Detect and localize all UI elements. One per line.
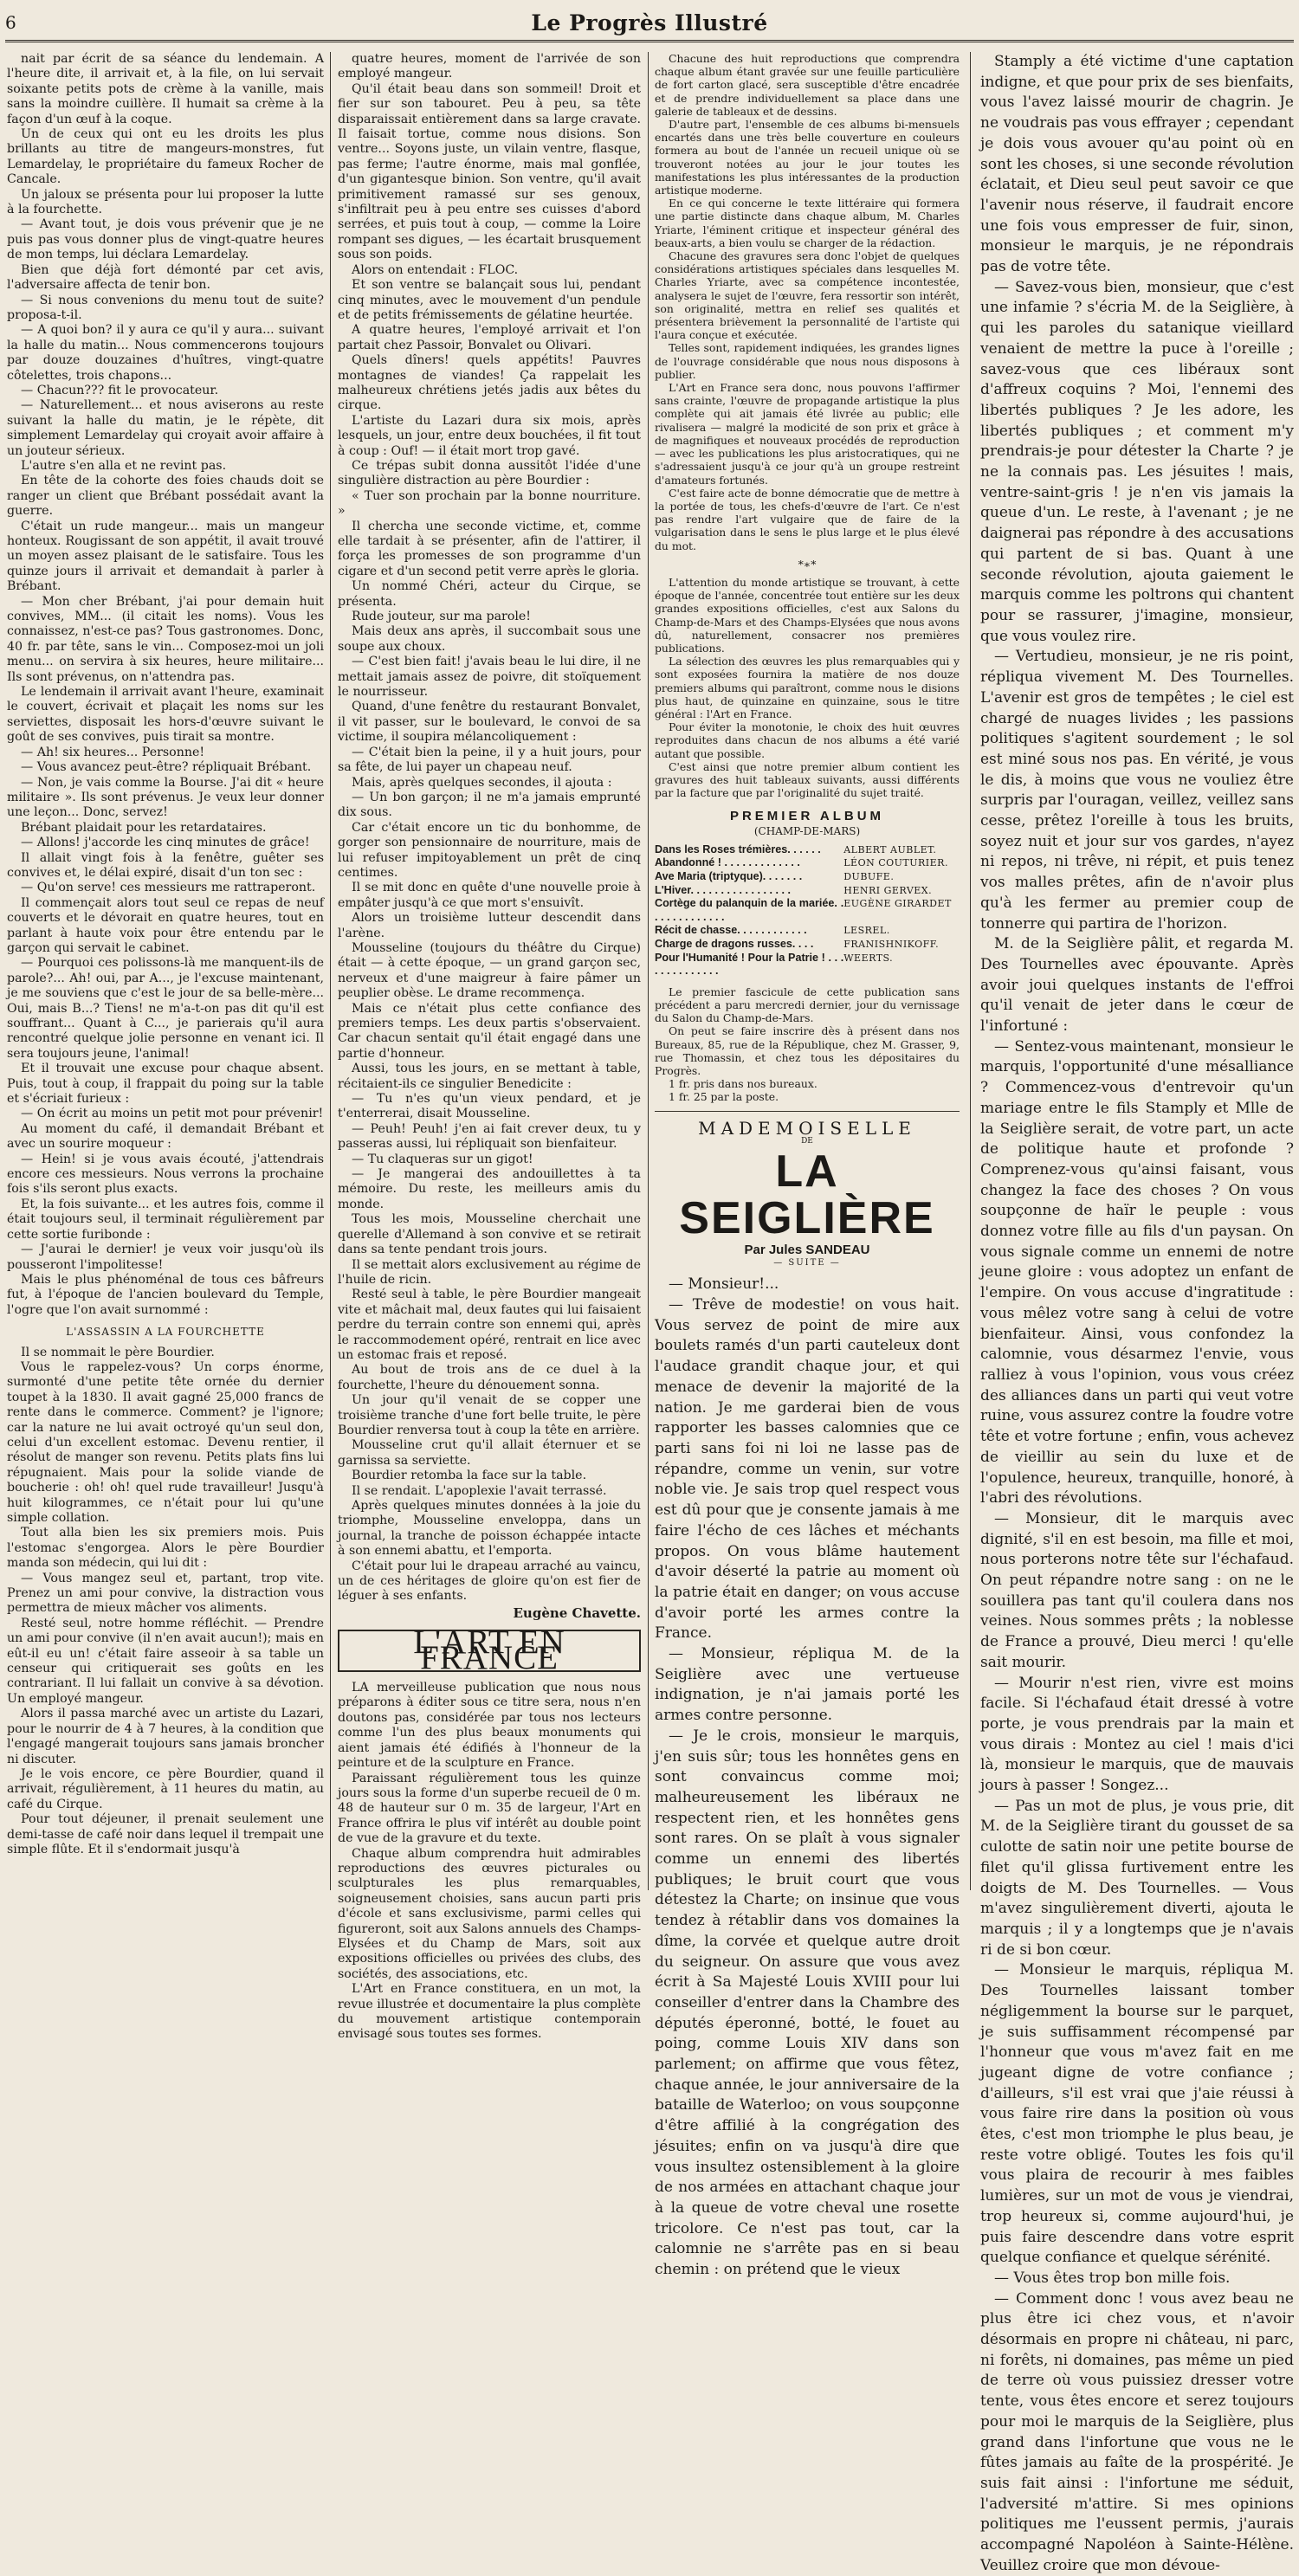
work-artist: DUBUFE. xyxy=(843,870,895,882)
paragraph: Mais, après quelques secondes, il ajouta : xyxy=(352,775,612,790)
table-row xyxy=(655,952,960,978)
work-title: Ave Maria (triptyque). . . . . . . xyxy=(655,869,803,882)
article-text xyxy=(7,1346,324,1858)
paragraph: Après quelques minutes données à la joie du triomphe, Mousseline enveloppa, dans un journal, la tranche de poisson échappée intacte à son ennemi abattu, et l'emporta. xyxy=(338,1499,641,1559)
work-title: L'Hiver. . . . . . . . . . . . . . . . . xyxy=(655,883,791,896)
paragraph: Rude jouteur, sur ma parole! xyxy=(352,610,531,624)
paragraph: — Je mangerai des andouillettes à ta mémoire. Du reste, les meilleurs amis du monde. xyxy=(338,1167,641,1211)
paragraph: Un de ceux qui ont eu les droits les plus brillants au titre de mangeurs-monstres, fut Lemardelay, le propriétaire du fameux Rocher de Cancale. xyxy=(7,127,324,187)
paragraph: Et, la fois suivante... et les autres fois, comme il était toujours seul, il terminait régulièrement par cette sortie furibonde : xyxy=(7,1197,324,1242)
art-en-france-text xyxy=(655,52,960,552)
table-row xyxy=(655,884,960,898)
column-4 xyxy=(980,52,1294,2574)
feuilleton-pre-title: MADEMOISELLE xyxy=(698,1117,916,1139)
paragraph: Aussi, tous les jours, en se mettant à table, récitaient-ils ce singulier Benedicite : xyxy=(338,1062,641,1091)
paragraph: — Savez-vous bien, monsieur, que c'est une infamie ? s'écria M. de la Seiglière, à qui les paroles du satanique vieillard venaient de mettre la puce à l'oreille ; savez-vous que ces libéraux sont d'affreux coquins ? Moi, l'ennemi des libertés publiques ? Je les adore, les libertés publiques ; et comment m'y prendrais-je pour détester la Charte ? je ne la connais pas. Les jésuites ! mais, ventre-saint-gris ! je n'en vis jamais la queue d'un. Le reste, à l'avenant ; je ne daignerai pas répondre à des accusations qui partent de si bas. Quant à une seconde révolution, ajouta gaiement le marquis comme les poltrons qui chantent pour se rassurer, j'imagine, monsieur, que vous voulez rire. xyxy=(980,278,1294,645)
table-row xyxy=(655,870,960,884)
paragraph: L'attention du monde artistique se trouvant, à cette époque de l'année, concentrée tout entière sur les deux grandes expositions officielles, c'est aux Salons du Champ-de-Mars et des Champs-Elysées que nous avons dû, naturellement, consacrer nos premières publications. xyxy=(655,575,960,655)
paragraph: Il se nommait le père Bourdier. xyxy=(21,1345,215,1359)
paragraph: — Avant tout, je dois vous prévenir que je ne puis pas vous donner plus de vingt-quatre heures de mon temps, lui déclara Lemardelay. xyxy=(7,217,324,262)
feuilleton-text xyxy=(655,1275,960,2280)
work-title: Récit de chasse. . . . . . . . . . . . xyxy=(655,924,807,937)
paragraph: Mousseline crut qu'il allait éternuer et se garnissa sa serviette. xyxy=(338,1438,641,1468)
paragraph: Quels dîners! quels appétits! Pauvres montagnes de viandes! Ça rappelait les malheureux chrétiens jetés jadis aux bêtes du cirque. xyxy=(338,353,641,413)
column-3 xyxy=(655,52,960,2279)
paragraph: — Mourir n'est rien, vivre est moins facile. Si l'échafaud était dressé à votre porte, je vous prendrais par la main et vous dirais : Montez au ciel ! mais d'ici là, monsieur le marquis, que de mauvais jours à passer ! Songez... xyxy=(980,1674,1294,1795)
paragraph: — A quoi bon? il y aura ce qu'il y aura... suivant la halle du matin... Nous commencerons toujours par douze douzaines d'huîtres, vingt-quatre côtelettes, trois chapons... xyxy=(7,323,324,383)
paragraph: Vous le rappelez-vous? Un corps énorme, surmonté d'une petite tête ornée du dernier toupet à la 1830. Il avait gagné 25,000 francs de rente dans le commerce. Comment? je l'ignore; car la nature ne lui avait octroyé qu'un seul don, celui d'un excellent estomac. Devenu rentier, il résolut de manger son revenu. Petits plats fins lui répugnaient. Mais pour la solide viande de boucherie : oh! oh! quel rude travailleur! Jusqu'à huit kilogrammes, ce n'était pour lui qu'une simple collation. xyxy=(7,1359,324,1525)
paragraph: Il se mettait alors exclusivement au régime de l'huile de ricin. xyxy=(338,1257,641,1287)
column-divider xyxy=(330,52,331,1890)
work-artist: ALBERT AUBLET. xyxy=(843,843,937,855)
paragraph: Il allait vingt fois à la fenêtre, guêter ses convives et, le délai expiré, disait d'un ton sec : xyxy=(7,850,324,880)
paragraph: Un nommé Chéri, acteur du Cirque, se présenta. xyxy=(338,579,641,609)
paragraph: Alors on entendait : FLOC. xyxy=(352,262,519,277)
section-stars: *∗* xyxy=(798,557,817,571)
feuilleton-suite: — SUITE — xyxy=(773,1258,841,1269)
paragraph: Je le vois encore, ce père Bourdier, quand il arrivait, régulièrement, à 11 heures du matin, au café du Cirque. xyxy=(7,1766,324,1811)
paragraph: Mais deux ans après, il succombait sous une soupe aux choux. xyxy=(338,624,641,654)
paragraph: Le premier fascicule de cette publication sans précédent a paru mercredi dernier, jour du vernissage du Salon du Champ-de-Mars. xyxy=(655,985,960,1025)
section-divider xyxy=(655,1111,960,1112)
art-en-france-heading xyxy=(338,1624,641,1676)
paragraph: — Qu'on serve! ces messieurs me rattraperont. xyxy=(21,881,316,895)
table-row xyxy=(655,843,960,857)
paragraph: Et il trouvait une excuse pour chaque absent. Puis, tout à coup, il frappait du poing sur la table et s'écriait furieux : xyxy=(7,1062,324,1107)
subscription-info xyxy=(655,985,960,1104)
paragraph: Au moment du café, il demandait Brébant et avec un sourire moqueur : xyxy=(7,1121,324,1152)
header-rule xyxy=(5,40,1294,42)
paragraph: — Un bon garçon; il ne m'a jamais emprunté dix sous. xyxy=(338,790,641,820)
paragraph: — Allons! j'accorde les cinq minutes de grâce! xyxy=(21,836,310,850)
paragraph: — Sentez-vous maintenant, monsieur le marquis, l'opportunité d'une mésalliance ? Commencez-vous d'entrevoir qu'un mariage entre le fils Stamply et Mlle de la Seiglière serait, de votre part, un acte de politique haute et profonde ? Comprenez-vous qu'ainsi faisant, vous changez la face des choses ? On vous soupçonne de haïr le peuple : vous donnez votre fille au fils d'un paysan. On vous signale comme un ennemi de notre jeune gloire : vous adoptez un enfant de l'empire. On vous accuse d'ingratitude : vous mêlez votre sang à celui de votre bienfaiteur. Ainsi, vous confondez la calomnie, vous désarmez l'envie, vous ralliez à vous l'opinion, vous vous créez des alliances dans un parti qui veut votre ruine, vous assurez contre la foudre votre tête et votre fortune ; enfin, vous achevez de vieillir au sein du luxe et de l'opulence, heureux, tranquille, honoré, à l'abri des révolutions. xyxy=(980,1037,1294,1508)
work-title: Charge de dragons russes. . . . xyxy=(655,937,814,950)
paragraph: C'était un rude mangeur... mais un mangeur honteux. Rougissant de son appétit, il avait trouvé un moyen assez plaisant de le satisfaire. Tous les quinze jours il arrivait et demandait à parler à Brébant. xyxy=(7,519,324,594)
paragraph: Telles sont, rapidement indiquées, les grandes lignes de l'ouvrage considérable que nous nous disposons à publier. xyxy=(655,341,960,381)
section-subhead: L'ASSASSIN A LA FOURCHETTE xyxy=(66,1326,265,1339)
paragraph: Car c'était encore un tic du bonhomme, de gorger son pensionnaire de nourriture, mais de lui refuser impitoyablement un prêt de cinq centimes. xyxy=(338,820,641,880)
column-divider xyxy=(648,52,649,1890)
paragraph: L'autre s'en alla et ne revint pas. xyxy=(21,458,227,473)
paragraph: Alors un troisième lutteur descendit dans l'arène. xyxy=(338,911,641,940)
paragraph: quatre heures, moment de l'arrivée de son employé mangeur. xyxy=(338,52,641,81)
paragraph: Chaque album comprendra huit admirables reproductions des œuvres picturales ou sculpturales les plus remarquables, soigneusement choisies, sans aucun parti pris d'école et sans exclusivisme, parmi celles qui figureront, soit aux Salons annuels des Champs-Elysées et du Champ de Mars, soit aux expositions officielles ou privées des clubs, des sociétés, des associations, etc. xyxy=(338,1846,641,1981)
paragraph: L'artiste du Lazari dura six mois, après lesquels, un jour, entre deux bouchées, il fit tout à coup : Ouf! — il était mort trop gavé. xyxy=(338,413,641,458)
paragraph: Chacune des huit reproductions que comprendra chaque album étant gravée sur une feuille particulière de fort carton glacé, sera susceptible d'être encadrée et de prendre individuellement sa place dans une galerie de tableaux et de dessins. xyxy=(655,52,960,118)
paragraph: 1 fr. pris dans nos bureaux. xyxy=(669,1077,818,1091)
table-row xyxy=(655,897,960,924)
paragraph: Pour éviter la monotonie, le choix des huit œuvres reproduites dans chacun de nos albums a été varié autant que possible. xyxy=(655,720,960,760)
paragraph: — Monsieur le marquis, répliqua M. Des Tournelles laissant tomber négligemment la bourse sur le parquet, je suis suffisamment récompensé par l'honneur que vous m'avez fait en me jugeant digne de votre confiance ; d'ailleurs, s'il est vrai que j'aie réussi à vous faire rire dans la position où vous êtes, c'est mon triomphe le plus beau, je reste votre obligé. Toutes les fois qu'il vous plaira de recourir à mes faibles lumières, sur un mot de vous je viendrai, trop heureux si, comme aujourd'hui, je puis faire descendre dans votre esprit quelque confiance et quelque sérénité. xyxy=(980,1961,1294,2267)
paragraph: Et son ventre se balançait sous lui, pendant cinq minutes, avec le mouvement d'un pendule et de petits frémissements de gélatine heurtée. xyxy=(338,278,641,322)
feuilleton-de: DE xyxy=(801,1136,813,1146)
paragraph: Pour tout déjeuner, il prenait seulement une demi-tasse de café noir dans lequel il trempait une simple flûte. Et il s'endormait jusqu'à xyxy=(7,1812,324,1856)
work-title: Cortège du palanquin de la mariée. . . . . . . . . . . . . . xyxy=(655,897,844,923)
work-artist: EUGÈNE GIRARDET xyxy=(843,898,952,910)
paragraph: L'Art en France sera donc, nous pouvons l'affirmer sans crainte, l'œuvre de propagande artistique la plus complète qui ait jamais été livrée au public; elle rivalisera — malgré la modicité de son prix et grâce à de magnifiques et nouveaux procédés de reproduction — avec les publications les plus aristocratiques, qui ne s'adressaient jusqu'à ce jour qu'à un groupe restreint d'amateurs fortunés. xyxy=(655,381,960,487)
paragraph: Mais le plus phénoménal de tous ces bâfreurs fut, à l'époque de l'ancien boulevard du Temple, l'ogre que l'on avait surnommé : xyxy=(7,1272,324,1317)
paragraph: — Comment donc ! vous avez beau ne plus être ici chez vous, et n'avoir désormais en propre ni château, ni parc, ni forêts, ni domaines, pas même un pied de terre où vous puissiez dresser votre tente, vous êtes encore et serez toujours pour moi le marquis de la Seiglière, plus grand dans l'infortune que vous ne le fûtes jamais au faîte de la prospérité. Je suis fait ainsi : l'infortune me séduit, l'adversité m'attire. Si mes opinions politiques me l'eussent permis, j'aurais accompagné Napoléon à Sainte-Hélène. Veuillez croire que mon dévoue- xyxy=(980,2289,1294,2574)
paragraph: Au bout de trois ans de ce duel à la fourchette, l'heure du dénouement sonna. xyxy=(338,1363,641,1392)
paragraph: Il se mit donc en quête d'une nouvelle proie à empâter jusqu'à ce que mort s'ensuivît. xyxy=(338,881,641,910)
paragraph: Stamply a été victime d'une captation indigne, et que pour prix de ses bienfaits, vous l'avez laissé mourir de chagrin. Je ne voudrais pas vous effrayer ; cependant je dois vous avouer qu'au point où en sont les choses, si une seconde révolution éclatait, et Dieu seul peut savoir ce que l'avenir nous réserve, il faudrait encore une fois vous empresser de fuir, sinon, monsieur le marquis, je ne répondrais pas de votre tête. xyxy=(980,53,1294,276)
work-artist: LÉON COUTURIER. xyxy=(843,857,948,869)
paragraph: 1 fr. 25 par la poste. xyxy=(669,1090,779,1104)
paragraph: Un jour qu'il venait de se copper une troisième tranche d'une fort belle truite, le père Bourdier renversa tout à coup la tête en arrière. xyxy=(338,1393,641,1437)
paragraph: C'était pour lui le drapeau arraché au vaincu, un de ces héritages de gloire qu'on est fier de léguer à ses enfants. xyxy=(338,1559,641,1604)
paragraph: — Vertudieu, monsieur, je ne ris point, répliqua vivement M. Des Tournelles. L'avenir est gros de tempêtes ; le ciel est chargé de nuages livides ; les passions politiques s'agitent sourdement ; le sol est miné sous nos pas. En vérité, je vous le dis, à moins que vous ne vouliez être surpris par l'ouragan, veillez, veillez sans cesse, prêtez l'oreille à tous les bruits, soyez nuit et jour sur vos gardes, n'ayez ni repos, ni trêve, ni répit, et puis tenez vos malles prêtes, afin de n'avoir plus qu'à les fermer au premier coup de tonnerre qui partira de l'horizon. xyxy=(980,648,1294,933)
paragraph: Tout alla bien les six premiers mois. Puis l'estomac s'engorgea. Alors le père Bourdier manda son médecin, qui lui dit : xyxy=(7,1526,324,1571)
author-signature: Eugène Chavette. xyxy=(513,1604,641,1621)
art-en-france-title: L'ART EN FRANCE xyxy=(413,1624,565,1676)
paragraph: Bien que déjà fort démonté par cet avis, l'adversaire affecta de tenir bon. xyxy=(7,262,324,293)
paragraph: L'Art en France constituera, en un mot, la revue illustrée et documentaire la plus complète du mouvement artistique contemporain envisagé sous toutes ses formes. xyxy=(338,1982,641,2042)
paragraph: — Tu claqueras sur un gigot! xyxy=(352,1152,533,1166)
album-title: PREMIER ALBUM xyxy=(729,809,885,824)
paragraph: — Monsieur!... xyxy=(669,1275,779,1294)
column-divider xyxy=(970,52,971,1890)
column-1 xyxy=(7,52,324,1890)
paragraph: nait par écrit de sa séance du lendemain. A l'heure dite, il arrivait et, à la file, on lui servait soixante petits pots de crème à la vanille, mais sans la moindre cuillère. Il humait sa crème à la façon d'un œuf à la coque. xyxy=(7,52,324,126)
paragraph: On peut se faire inscrire dès à présent dans nos Bureaux, 85, rue de la République, chez M. Grasser, 9, rue Thomassin, et chez tous les dépositaires du Progrès. xyxy=(655,1024,960,1077)
paragraph: Le lendemain il arrivait avant l'heure, examinait le couvert, écrivait et plaçait les noms sur les serviettes, disposait les hors-d'œuvre suivant le goût de ses convives, puis tirait sa montre. xyxy=(7,685,324,745)
paragraph: Un jaloux se présenta pour lui proposer la lutte à la fourchette. xyxy=(7,187,324,217)
masthead-title: Le Progrès Illustré xyxy=(531,10,768,36)
art-en-france-text xyxy=(338,1681,641,2043)
paragraph: — C'est bien fait! j'avais beau le lui dire, il ne mettait jamais assez de poivre, dit stoïquement le nourrisseur. xyxy=(338,655,641,700)
paragraph: — Si nous convenions du menu tout de suite? proposa-t-il. xyxy=(7,293,324,322)
paragraph: Il se rendait. L'apoplexie l'avait terrassé. xyxy=(352,1483,607,1498)
paragraph: — J'aurai le dernier! je veux voir jusqu'où ils pousseront l'impolitesse! xyxy=(7,1243,324,1272)
paragraph: Paraissant régulièrement tous les quinze jours sous la forme d'un superbe recueil de 0 m. 48 de hauteur sur 0 m. 35 de largeur, l'Art en France offrira le plus vif intérêt au double point de vue de la gravure et du texte. xyxy=(338,1771,641,1846)
work-title: Pour l'Humanité ! Pour la Patrie ! . . . . . . . . . . . . . . xyxy=(655,951,844,978)
paragraph: Ce trépas subit donna aussitôt l'idée d'une singulière distraction au père Bourdier : xyxy=(338,458,641,488)
paragraph: — Vous êtes trop bon mille fois. xyxy=(994,2269,1231,2287)
paragraph: M. de la Seiglière pâlit, et regarda M. Des Tournelles avec épouvante. Après avoir joui quelques instants de l'effroi qu'il venait de jeter dans le cœur de l'infortuné : xyxy=(980,935,1294,1036)
paragraph: — Hein! si je vous avais écouté, j'attendrais encore ces messieurs. Nous verrons la prochaine fois s'ils seront plus exacts. xyxy=(7,1152,324,1197)
paragraph: — Vous mangez seul et, partant, trop vite. Prenez un ami pour convive, la distraction vous permettra de mieux mâcher vos aliments. xyxy=(7,1571,324,1616)
page-header xyxy=(0,0,1299,40)
paragraph: Mais ce n'était plus cette confiance des premiers temps. Les deux partis s'observaient. Car chacun sentait qu'il était engagé dans une partie d'honneur. xyxy=(338,1001,641,1061)
article-text xyxy=(338,52,641,1604)
feuilleton-title: LA SEIGLIÈRE xyxy=(679,1146,935,1243)
paragraph: Alors il passa marché avec un artiste du Lazari, pour le nourrir de 4 à 7 heures, à la condition que l'engagé mangerait toujours sans jamais broncher ni discuter. xyxy=(7,1707,324,1766)
article-text xyxy=(7,52,324,1318)
paragraph: Quand, d'une fenêtre du restaurant Bonvalet, il vit passer, sur le boulevard, le convoi de sa victime, il soupira mélancoliquement : xyxy=(338,700,641,745)
art-en-france-text xyxy=(655,576,960,799)
paragraph: — Peuh! Peuh! j'en ai fait crever deux, tu y passeras aussi, lui répliquait son bienfaiteur. xyxy=(338,1121,641,1152)
paragraph: — On écrit au moins un petit mot pour prévenir! xyxy=(21,1107,324,1121)
feuilleton-text xyxy=(980,52,1294,2576)
paragraph: En ce qui concerne le texte littéraire qui formera une partie distincte dans chaque album, M. Charles Yriarte, l'éminent critique et inspecteur général des beaux-arts, a bien voulu se charger de la rédaction. xyxy=(655,197,960,249)
paragraph: « Tuer son prochain par la bonne nourriture. » xyxy=(338,488,641,519)
paragraph: Il commençait alors tout seul ce repas de neuf couverts et le dévorait en quatre heures, tout en parlant à haute voix pour être entendu par le garçon qui servait le cabinet. xyxy=(7,895,324,955)
paragraph: — Ah! six heures... Personne! xyxy=(21,745,205,759)
paragraph: C'est faire acte de bonne démocratie que de mettre à la portée de tous, les chefs-d'œuvre de l'art. Ce n'est pas rendre l'art vulgaire que de faire de la vulgarisation dans le sens le plus large et le plus élevé du mot. xyxy=(655,486,960,552)
paragraph: D'autre part, l'ensemble de ces albums bi-mensuels encartés dans une très belle couverture en couleurs formera au bout de l'année un recueil unique où se trouveront notées au jour le jour toutes les manifestations les plus intéressantes de la production artistique moderne. xyxy=(655,118,960,197)
paragraph: Qu'il était beau dans son sommeil! Droit et fier sur son tabouret. Peu à peu, sa tête disparaissait entièrement dans sa large cravate. Il faisait tortue, comme nous disions. Son ventre... Soyons juste, un vilain ventre, flasque, pas ferme; l'autre énorme, mais mal gonflée, d'un gigantesque binion. Son ventre, qu'il avait primitivement ramassé sur ses genoux, s'infiltrait peu à peu entre ses cuisses d'abord serrées, et puis tout à coup, — comme la Loire rompant ses digues, — les écartait brusquement sous son poids. xyxy=(338,81,641,262)
paragraph: C'est ainsi que notre premier album contient les gravures des huit tableaux suivants, aussi différents par la facture que par l'originalité du sujet traité. xyxy=(655,759,960,800)
table-row xyxy=(655,924,960,938)
paragraph: — Non, je vais comme la Bourse. J'ai dit « heure militaire ». Ils sont prévenus. Je veux leur donner une leçon... Donc, servez! xyxy=(7,775,324,820)
table-row xyxy=(655,938,960,952)
paragraph: La sélection des œuvres les plus remarquables qui y sont exposées fournira la matière de nos douze premiers albums qui paraîtront, comme nous le disions plus haut, de quinzaine en quinzaine, sous le titre général : l'Art en France. xyxy=(655,655,960,720)
work-artist: LESREL. xyxy=(843,925,890,937)
column-2 xyxy=(338,52,641,2042)
work-artist: HENRI GERVEX. xyxy=(843,884,933,896)
album-subtitle: (CHAMP-DE-MARS) xyxy=(753,824,861,837)
paragraph: — Je le crois, monsieur le marquis, j'en suis sûr; tous les honnêtes gens en sont convaincus comme moi; malheureusement les libéraux ne respectent rien, et les honnêtes gens sont rares. On se plaît à vous signaler comme un ennemi des libertés publiques; le bruit court que vous détestez la Charte; on insinue que vous tendez à rétablir dans vos domaines la dîme, la corvée et quelque autre droit du seigneur. On assure que vous avez écrit à Sa Majesté Louis XVIII pour lui conseiller d'entrer dans la Chambre des députés éperonné, botté, le fouet au poing, comme Louis XIV dans son parlement; on affirme que vous fêtez, chaque année, le jour anniversaire de la bataille de Waterloo; on vous soupçonne d'être affilié à la congrégation des jésuites; enfin on va jusqu'à dire que vous insultez ostensiblement à la gloire de nos armées en attachant chaque jour à la queue de votre cheval une rosette tricolore. Ce n'est pas tout, car la calomnie ne s'arrête pas en si beau chemin : on prétend que le vieux xyxy=(655,1727,960,2279)
paragraph: A quatre heures, l'employé arrivait et l'on partait chez Passoir, Bonvalet ou Olivari. xyxy=(338,323,641,352)
work-artist: WEERTS. xyxy=(843,952,894,964)
paragraph: — Trêve de modestie! on vous hait. Vous servez de point de mire aux boulets ramés d'un parti cauteleux dont l'audace grandit chaque jour, et qui menace de devenir la majorité de la nation. Je me garderai bien de vous rapporter les basses calomnies que ce parti sans foi ni loi ne lasse pas de répandre, comme un venin, sur votre noble vie. Je sais trop quel respect vous est dû pour que je consente jamais à me faire l'écho de ces lâches et méchants propos. On vous blâme hautement d'avoir déserté la patrie au moment où la patrie était en danger; on vous accuse d'avoir porté les armes contre la France. xyxy=(655,1296,960,1643)
paragraph: — Pourquoi ces polissons-là me manquent-ils de parole?... Ah! oui, par A..., je l'excuse maintenant, je me souviens que c'est le jour de sa belle-mère... Oui, mais B...? Tiens! ne m'a-t-on pas dit qu'il est souffrant... Quant à C..., je parierais qu'il aura rencontré quelque jolie personne en venant ici. Il sera toujours jeune, l'animal! xyxy=(7,956,324,1061)
paragraph: Resté seul à table, le père Bourdier mangeait vite et mâchait mal, deux fautes qui lui faisaient perdre du terrain contre son ennemi qui, après le raccommodement opéré, rentrait en lice avec un estomac frais et reposé. xyxy=(338,1288,641,1362)
album-works-table xyxy=(655,843,960,978)
paragraph: Resté seul, notre homme réfléchit. — Prendre un ami pour convive (il n'en avait aucun!); mais en eût-il eu un! c'était faire asseoir à sa table un censeur qui critiquerait ses goûts en les contrariant. Il lui fallait un convive à sa dévotion. Un employé mangeur. xyxy=(7,1616,324,1706)
paragraph: — Mon cher Brébant, j'ai pour demain huit convives, MM... (il citait les noms). Vous les connaissez, n'est-ce pas? Tous gastronomes. Donc, 40 fr. par tête, sans le vin... Composez-moi un joli menu... on servira à six heures, heure militaire... Ils sont prévenus, on n'attendra pas. xyxy=(7,594,324,684)
feuilleton-author: Par Jules SANDEAU xyxy=(744,1242,870,1257)
paragraph: — Vous avancez peut-être? répliquait Brébant. xyxy=(21,760,312,775)
paragraph: — Monsieur, répliqua M. de la Seiglière avec une vertueuse indignation, je n'ai jamais porté les armes contre personne. xyxy=(655,1645,960,1725)
table-row xyxy=(655,856,960,870)
paragraph: Brébant plaidait pour les retardataires. xyxy=(21,820,267,835)
paragraph: — Chacun??? fit le provocateur. xyxy=(21,383,219,397)
work-title: Dans les Roses trémières. . . . . . xyxy=(655,843,821,855)
work-title: Abandonné ! . . . . . . . . . . . . . xyxy=(655,856,800,869)
paragraph: LA merveilleuse publication que nous nous préparons à éditer sous ce titre sera, nous n'en doutons pas, considérée par tous nos lecteurs comme l'un des plus beaux monuments qui aient jamais été édifiés à l'honneur de la peinture et de la sculpture en France. xyxy=(338,1681,641,1771)
page-number: 6 xyxy=(5,12,16,33)
paragraph: — Naturellement... et nous aviserons au reste suivant la halle du matin, je le répète, dit simplement Lemardelay qui croyait avoir affaire à un jouteur sérieux. xyxy=(7,398,324,458)
work-artist: FRANISHNIKOFF. xyxy=(843,938,940,950)
paragraph: Chacune des gravures sera donc l'objet de quelques considérations artistiques spéciales dans lesquelles M. Charles Yriarte, avec sa compétence incontestée, analysera le sujet de l'œuvre, fera ressortir son intérêt, son originalité, mettra en relief ses qualités et présentera brièvement la personnalité de l'artiste qui l'aura conçue et exécutée. xyxy=(655,249,960,342)
paragraph: En tête de la cohorte des foies chauds doit se ranger un client que Brébant possédait avant la guerre. xyxy=(7,474,324,519)
paragraph: Mousseline (toujours du théâtre du Cirque) était — à cette époque, — un grand garçon sec, nerveux et d'une maigreur à faire pâmer un peuplier obèse. Le drame recommença. xyxy=(338,940,641,1001)
paragraph: — Tu n'es qu'un vieux pendard, et je t'enterrerai, disait Mousseline. xyxy=(338,1092,641,1121)
paragraph: — Pas un mot de plus, je vous prie, dit M. de la Seiglière tirant du gousset de sa culotte de satin noir une petite bourse de filet qu'il glissa furtivement entre les doigts de M. Des Tournelles. — Vous m'avez singulièrement diverti, ajouta le marquis ; il y a longtemps que je n'avais ri de si bon cœur. xyxy=(980,1797,1294,1959)
paragraph: Il chercha une seconde victime, et, comme elle tardait à se présenter, afin de l'attirer, il força les promesses de son programme d'un cigare et d'un second petit verre après le gloria. xyxy=(338,519,641,578)
paragraph: Tous les mois, Mousseline cherchait une querelle d'Allemand à son convive et se retirait dans sa tente pendant trois jours. xyxy=(338,1212,641,1257)
paragraph: — C'était bien la peine, il y a huit jours, pour sa fête, de lui payer un chapeau neuf. xyxy=(338,745,641,775)
paragraph: Bourdier retomba la face sur la table. xyxy=(352,1469,587,1483)
paragraph: — Monsieur, dit le marquis avec dignité, s'il en est besoin, ma fille et moi, nous porterons notre tête sur l'échafaud. On peut répandre notre sang : on ne le souillera pas tant qu'il coulera dans nos veines. Nous sommes prêts ; la noblesse de France a prouvé, Dieu merci ! qu'elle sait mourir. xyxy=(980,1509,1294,1671)
